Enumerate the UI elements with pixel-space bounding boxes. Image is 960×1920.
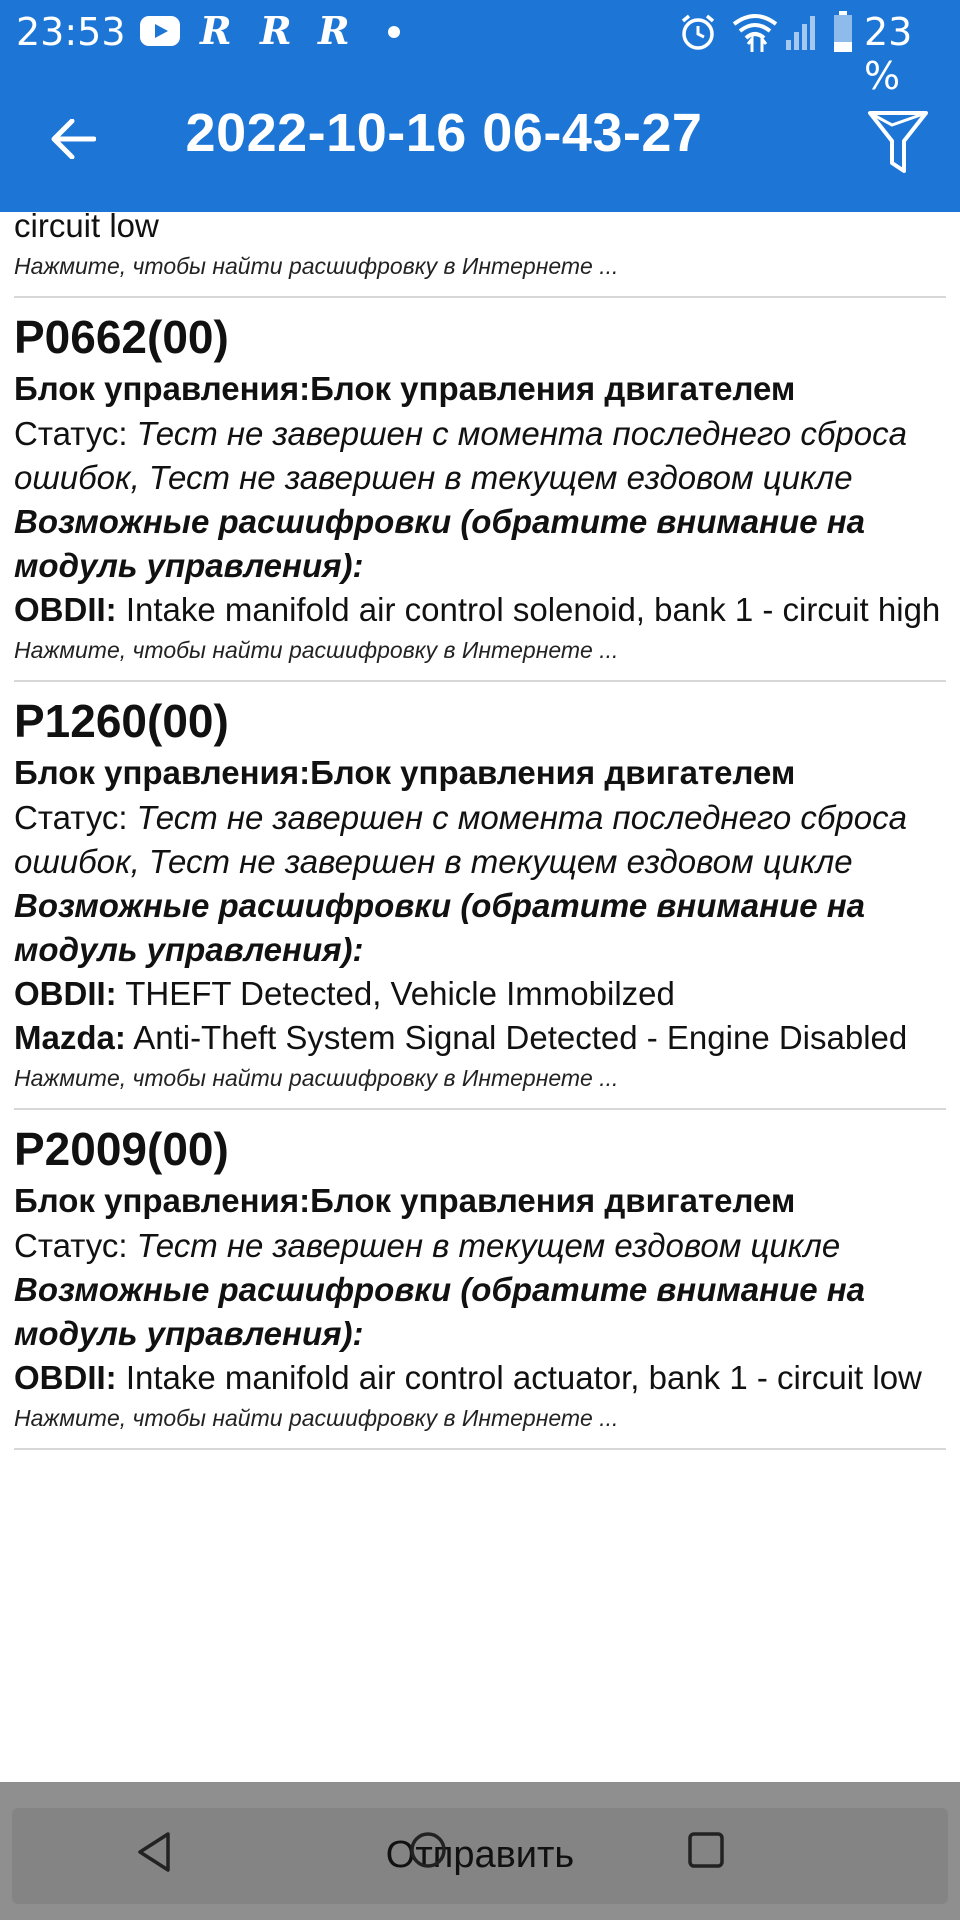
status-value: Тест не завершен в текущем ездовом цикле: [136, 1227, 841, 1264]
control-module: Блок управления:Блок управления двигателем: [14, 1182, 796, 1219]
battery-icon: [832, 10, 854, 54]
send-button-label: Отправить: [385, 1834, 575, 1876]
r-app-icon: R: [318, 8, 350, 53]
decode-line: [14, 972, 946, 1016]
status-time: 23:53: [16, 10, 126, 54]
decode-source: Mazda:: [14, 1019, 126, 1056]
decode-text: Intake manifold air control solenoid, bank 1 - circuit high: [125, 591, 941, 628]
filter-icon: [867, 109, 929, 175]
control-module: Блок управления:Блок управления двигателем: [14, 754, 796, 791]
status-line: [14, 796, 946, 884]
decode-text: Anti-Theft System Signal Detected - Engine Disabled: [133, 1019, 908, 1056]
status-label: Статус:: [14, 1227, 137, 1264]
status-value: Тест не завершен с момента последнего сброса ошибок, Тест не завершен в текущем ездовом цикле: [14, 799, 907, 880]
status-line: [14, 412, 946, 500]
search-online-link[interactable]: Нажмите, чтобы найти расшифровку в Интернете ...: [14, 637, 619, 663]
dot-icon: [388, 26, 400, 38]
decode-text: THEFT Detected, Vehicle Immobilzed: [125, 975, 675, 1012]
decode-heading: Возможные расшифровки (обратите внимание на модуль управления):: [14, 887, 866, 968]
decode-source: OBDII:: [14, 591, 117, 628]
status-label: Статус:: [14, 799, 137, 836]
decode-heading: Возможные расшифровки (обратите внимание на модуль управления):: [14, 503, 866, 584]
nav-home-icon[interactable]: [408, 1830, 448, 1870]
trouble-code: P2009(00): [14, 1123, 229, 1175]
decode-source: OBDII:: [14, 1359, 117, 1396]
decode-line: [14, 1356, 946, 1400]
signal-icon: [784, 12, 820, 52]
search-online-link[interactable]: Нажмите, чтобы найти расшифровку в Интернете ...: [14, 253, 619, 279]
r-app-icon: R: [200, 8, 232, 53]
list-item[interactable]: [14, 1110, 946, 1450]
list-item[interactable]: [14, 212, 946, 298]
bottom-bar: [0, 1782, 960, 1920]
app-bar: [0, 66, 960, 212]
wifi-icon: [732, 12, 778, 52]
control-module: Блок управления:Блок управления двигателем: [14, 370, 796, 407]
decode-line: [14, 588, 946, 632]
page-title: 2022-10-16 06-43-27: [185, 103, 703, 163]
decode-source: OBDII:: [14, 975, 117, 1012]
youtube-icon: [140, 16, 180, 46]
top-bar: [0, 0, 960, 212]
trouble-code: P0662(00): [14, 311, 229, 363]
decode-heading: Возможные расшифровки (обратите внимание на модуль управления):: [14, 1271, 866, 1352]
status-line: [14, 1224, 946, 1268]
partial-list-item[interactable]: [14, 1450, 946, 1472]
r-app-icon: R: [260, 8, 292, 53]
nav-recent-apps-icon[interactable]: [686, 1830, 726, 1870]
decode-line: circuit low: [14, 212, 159, 244]
decode-line: [14, 1016, 946, 1060]
trouble-code-list[interactable]: [0, 212, 960, 1782]
alarm-icon: [678, 12, 718, 52]
status-bar: [0, 0, 960, 98]
status-label: Статус:: [14, 415, 137, 452]
decode-text: Intake manifold air control actuator, bank 1 - circuit low: [125, 1359, 922, 1396]
nav-back-icon[interactable]: [134, 1830, 178, 1874]
list-item[interactable]: [14, 298, 946, 682]
search-online-link[interactable]: Нажмите, чтобы найти расшифровку в Интернете ...: [14, 1405, 619, 1431]
search-online-link[interactable]: Нажмите, чтобы найти расшифровку в Интернете ...: [14, 1065, 619, 1091]
list-container: [14, 212, 946, 1472]
trouble-code: P1260(00): [14, 695, 229, 747]
battery-percent: 23 %: [864, 10, 913, 98]
status-value: Тест не завершен с момента последнего сброса ошибок, Тест не завершен в текущем ездовом цикле: [14, 415, 907, 496]
list-item[interactable]: [14, 682, 946, 1110]
filter-button[interactable]: [858, 102, 938, 182]
